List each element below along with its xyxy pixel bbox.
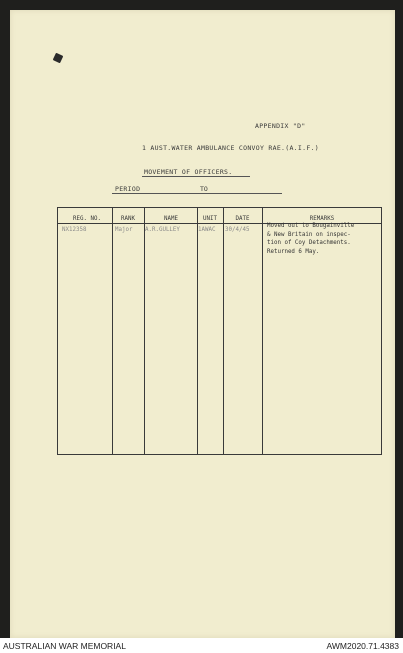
cell-unit: 1AWAC <box>198 227 216 233</box>
header-date: DATE <box>235 216 250 222</box>
punch-hole <box>53 53 64 64</box>
period-underline <box>112 193 282 194</box>
cell-reg-no: NX12358 <box>62 227 87 233</box>
movement-title <box>144 168 232 176</box>
col-divider <box>381 207 382 455</box>
document-page <box>10 10 395 638</box>
col-divider <box>112 207 113 455</box>
col-divider <box>57 207 58 455</box>
remarks-line: & New Britain on inspec- <box>267 231 351 238</box>
footer-catalogue-id: AWM2020.71.4383 <box>326 641 399 651</box>
header-unit: UNIT <box>203 216 217 222</box>
movement-underline <box>142 176 250 177</box>
table-bottom-rule <box>57 454 382 455</box>
remarks-line: tion of Coy Detachments. <box>267 240 351 247</box>
unit-title: 1 AUST.WATER AMBULANCE CONVOY RAE.(A.I.F.) <box>142 144 319 152</box>
header-remarks: REMARKS <box>309 216 335 222</box>
period-label: PERIOD <box>115 185 141 193</box>
remarks-line: Returned 6 May. <box>267 248 320 255</box>
table-top-rule <box>57 207 382 208</box>
cell-name: A.R.GULLEY <box>145 227 180 233</box>
col-divider <box>262 207 263 455</box>
header-reg-no: REG. NO. <box>73 216 101 222</box>
archive-footer <box>0 638 403 653</box>
cell-rank: Major <box>115 227 133 233</box>
col-divider <box>144 207 145 455</box>
cell-remarks <box>267 222 354 256</box>
officers-table <box>57 207 382 455</box>
col-divider <box>197 207 198 455</box>
movement-title-text: MOVEMENT OF OFFICERS. <box>144 168 233 176</box>
remarks-line: Moved out to Bougainville <box>267 223 355 229</box>
col-divider <box>223 207 224 455</box>
appendix-label: APPENDIX "D" <box>255 122 306 130</box>
to-label: TO <box>200 185 208 193</box>
footer-institution: AUSTRALIAN WAR MEMORIAL <box>3 641 126 651</box>
cell-date: 30/4/45 <box>225 227 250 233</box>
header-rank: RANK <box>121 216 135 222</box>
header-name: NAME <box>164 216 178 222</box>
